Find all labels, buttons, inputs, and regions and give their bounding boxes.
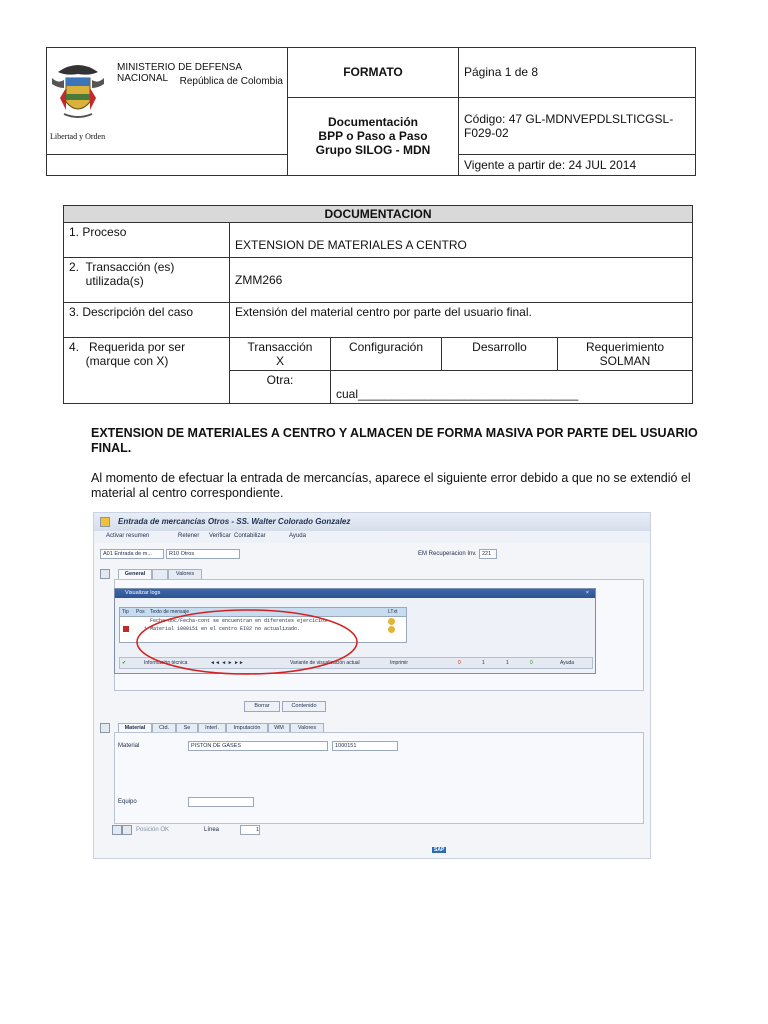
activar-resumen-button[interactable]: Activar resumen [106,533,150,539]
tab-interl[interactable]: Interl. [198,723,226,733]
ministry-name: MINISTERIO DE DEFENSA NACIONAL [117,62,242,84]
contenido-button[interactable]: Contenido [282,701,326,712]
row-descripcion-label: 3. Descripción del caso [64,303,230,338]
sap-logo: SAP [434,847,445,853]
linea-input[interactable]: 1 [240,825,260,835]
coat-of-arms-logo [50,58,106,136]
error-count[interactable]: 0 [458,660,461,666]
posicion-ok-checkbox[interactable]: Posición OK [136,827,170,833]
sap-toolbar [94,531,650,543]
success-count[interactable]: 0 [530,660,533,666]
req-transaccion-label: Transacción [247,340,313,354]
row-proceso-value: EXTENSION DE MATERIALES A CENTRO [230,223,693,258]
body-paragraph: Al momento de efectuar la entrada de mercancías, aparece el siguiente error debido a que no se extendió el material al centro correspondiente. [91,471,691,500]
info-count[interactable]: 1 [506,660,509,666]
equipo-input[interactable] [188,797,254,807]
log-dialog-title-bar [115,589,595,598]
ayuda-button[interactable]: Ayuda [289,533,306,539]
variante-button[interactable]: Variante de visualización actual [290,660,360,666]
material-input[interactable]: PISTON DE GASES [188,741,328,751]
req-transaccion [230,338,331,371]
verificar-button[interactable]: Verificar [209,533,231,539]
transaction-select[interactable]: A01 Entrada de m... [100,549,164,559]
equipo-label: Equipo [118,799,137,805]
tab-general[interactable]: General [118,569,152,579]
em-label: EM Recuperacion Inv. [418,551,477,557]
doc-title-line-1: Documentación [327,115,418,130]
cual-line: cual_________________________________ [331,371,693,404]
header-org-cell [47,48,288,155]
col-ltxt: LTxt [388,609,398,615]
req-desarrollo: Desarrollo [442,338,558,371]
row-requerida-label: 4. Requerida por ser (marque con X) [64,338,230,404]
tab-ctd[interactable]: Ctd. [152,723,176,733]
log-dialog-title: Visualizar logs [125,590,161,596]
valid-from: Vigente a partir de: 24 JUL 2014 [459,155,696,176]
tab-imputacion[interactable]: Imputación [226,723,268,733]
row-transaccion-value: ZMM266 [230,258,693,303]
row-transaccion-label: 2. Transacción (es) utilizada(s) [64,258,230,303]
warning-count[interactable]: 1 [482,660,485,666]
tab-wm[interactable]: WM [268,723,290,733]
nav-prev-icon[interactable] [112,825,122,835]
em-input[interactable]: 221 [479,549,497,559]
formato-label: FORMATO [288,48,459,98]
info-tecnica-button[interactable]: Información técnica [144,660,188,666]
linea-label: Línea [204,827,220,833]
col-texto: Texto de mensaje [150,609,190,615]
col-tip: Tip [122,609,129,615]
info-icon[interactable] [388,618,395,625]
material-code-input[interactable]: 1000151 [332,741,398,751]
tab-se[interactable]: Se [176,723,198,733]
row-descripcion-value: Extensión del material centro por parte del usuario final. [230,303,693,338]
header-table [46,47,696,176]
error-icon [123,626,129,632]
doc-title [288,97,459,175]
confirm-icon[interactable]: ✔ [122,660,127,666]
page-number: Página 1 de 8 [459,48,696,98]
sap-screen-icon [100,517,110,527]
req-solman: Requerimiento SOLMAN [558,338,693,371]
tab-material[interactable]: Material [118,723,152,733]
retener-button[interactable]: Retener [178,533,200,539]
material-label: Material [118,743,140,749]
sap-window-title: Entrada de mercancías Otros - SS. Walter Colorado Gonzalez [118,517,351,526]
nav-buttons[interactable]: ◄◄ ◄ ► ►► [210,660,244,666]
imprimir-button[interactable]: Imprimir [390,660,409,666]
sap-title-bar [94,513,650,532]
dialog-ayuda-button[interactable]: Ayuda [560,660,575,666]
doc-title-line-2: BPP o Paso a Paso [318,129,428,144]
req-transaccion-mark: X [275,354,284,368]
tab-icon[interactable] [152,569,168,579]
motto-text: Libertad y Orden [50,132,106,141]
doc-title-line-3: Grupo SILOG - MDN [315,143,431,158]
movement-select[interactable]: R10 Otros [166,549,240,559]
row-proceso-label: 1. Proceso [64,223,230,258]
error-highlight-annotation [134,607,360,677]
doc-table-heading: DOCUMENTACION [64,206,693,223]
sap-screenshot [93,512,651,859]
doc-code: Código: 47 GL-MDNVEPDLSLTICGSL-F029-02 [459,97,696,154]
row-1-text: Fecha-doc/Fecha-cont se encuentran en diferentes ejercicios [150,618,328,624]
borrar-button[interactable]: Borrar [244,701,280,712]
otra-label: Otra: [230,371,331,404]
info-icon[interactable] [388,626,395,633]
header-toggle-icon[interactable] [100,569,110,579]
row-2-text: Material 1000151 en el centro EI02 no actualizado. [150,626,301,632]
req-configuracion: Configuración [331,338,442,371]
country-name: República de Colombia [179,76,283,87]
col-pos: Pos [136,609,145,615]
documentacion-table [63,205,693,404]
contabilizar-button[interactable]: Contabilizar [234,533,266,539]
item-toggle-icon[interactable] [100,723,110,733]
close-icon[interactable]: × [585,590,589,596]
section-heading: EXTENSION DE MATERIALES A CENTRO Y ALMACEN DE FORMA MASIVA POR PARTE DEL USUARIO FINAL. [91,426,698,455]
tab-valores[interactable]: Valores [168,569,202,579]
tab-valores-item[interactable]: Valores [290,723,324,733]
nav-next-icon[interactable] [122,825,132,835]
row-2-pos: 1 [144,626,148,632]
